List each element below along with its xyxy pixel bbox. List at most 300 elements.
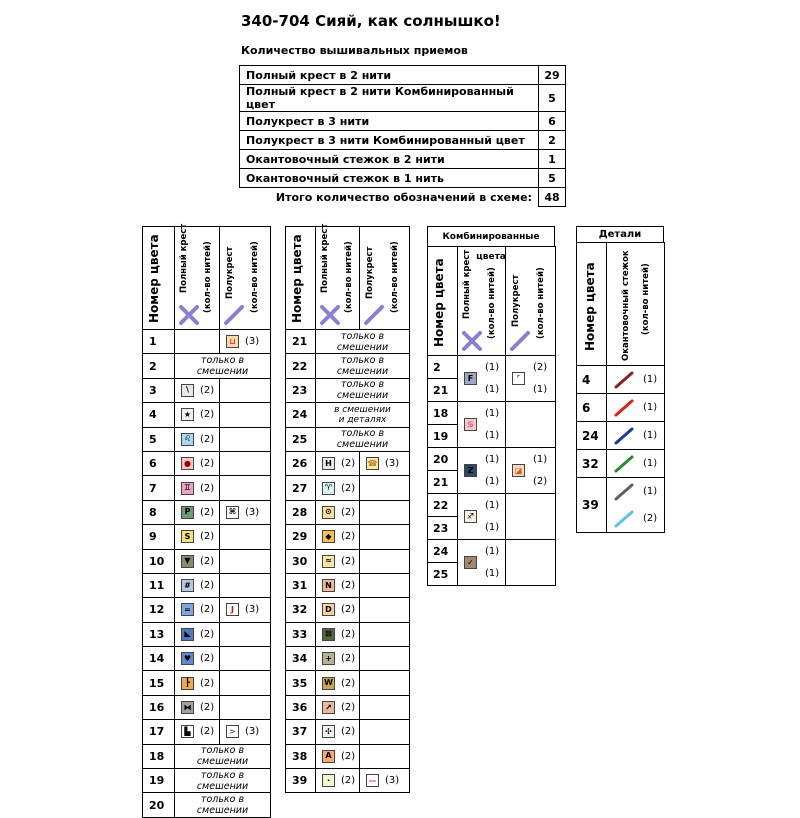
color-number: 16	[143, 695, 175, 719]
summary-count: 5	[539, 85, 566, 112]
color-number: 8	[143, 500, 175, 524]
stitch-summary-table	[239, 65, 566, 207]
thread-count: (2)	[533, 362, 548, 373]
stitch-cell	[458, 448, 506, 494]
stitch-cell	[316, 451, 360, 475]
stitch-symbol: N	[322, 579, 335, 592]
stitch-symbol: \	[181, 384, 194, 397]
summary-label: Полукрест в 3 нити	[240, 112, 539, 131]
thread-count: (1)	[485, 454, 500, 465]
thread-count: (2)	[341, 653, 356, 665]
stitch-cell	[220, 403, 271, 427]
stitch-cell	[360, 622, 410, 646]
thread-count: (2)	[200, 409, 215, 421]
thread-count: (2)	[341, 506, 356, 518]
full-cross-icon	[178, 304, 200, 326]
stitch-symbol: W	[322, 677, 335, 690]
stitch-symbol: ↗	[322, 701, 335, 714]
color-number: 7	[143, 476, 175, 500]
table-row	[428, 356, 556, 379]
stitch-cell	[360, 476, 410, 500]
color-number: 37	[286, 720, 316, 744]
thread-count: (1)	[485, 430, 500, 441]
table-row	[286, 647, 410, 671]
color-number: 25	[428, 563, 458, 586]
color-number: 10	[143, 549, 175, 573]
stitch-cell	[175, 549, 220, 573]
color-number: 23	[286, 378, 316, 402]
color-number: 9	[143, 525, 175, 549]
thread-count: (1)	[643, 430, 658, 441]
full-cross-icon	[461, 330, 483, 352]
summary-count: 29	[539, 66, 566, 85]
thread-count: (1)	[485, 522, 500, 533]
full-cross-header: Полный крест (кол-во нитей)	[458, 247, 506, 356]
stitch-cell	[316, 622, 360, 646]
thread-count: (1)	[485, 568, 500, 579]
table-row	[143, 403, 271, 427]
thread-count: (2)	[643, 513, 658, 524]
thread-count: (1)	[485, 384, 500, 395]
thread-count: (3)	[245, 506, 260, 518]
stitch-symbol: ♈	[322, 482, 335, 495]
color-number: 15	[143, 671, 175, 695]
stitch-cell	[220, 720, 271, 744]
stitch-symbol: ♥	[181, 652, 194, 665]
stitch-symbol: D	[322, 603, 335, 616]
stitch-cell	[360, 744, 410, 768]
summary-label: Полукрест в 3 нити Комбинированный цвет	[240, 131, 539, 150]
stitch-symbol: A	[322, 750, 335, 763]
mix-note: только в смешении	[175, 354, 271, 378]
stitch-symbol: ✣	[322, 725, 335, 738]
stitch-symbol: ♋	[464, 418, 477, 431]
table-row	[286, 744, 410, 768]
color-number: 31	[286, 573, 316, 597]
thread-count: (2)	[341, 555, 356, 567]
table-row	[428, 540, 556, 563]
color-number: 13	[143, 622, 175, 646]
color-number: 4	[143, 403, 175, 427]
stitch-cell	[316, 476, 360, 500]
color-number: 24	[577, 422, 607, 450]
mix-note: только в смешении	[316, 354, 410, 378]
stitch-symbol: H	[322, 457, 335, 470]
color-number-header: Номер цвета	[143, 227, 175, 330]
details-table	[576, 226, 664, 533]
backstitch-cell	[607, 394, 665, 422]
thread-count: (2)	[341, 726, 356, 738]
thread-count: (2)	[341, 580, 356, 592]
thread-count: (2)	[341, 458, 356, 470]
stitch-cell	[316, 598, 360, 622]
color-number-header: Номер цвета	[577, 243, 607, 366]
summary-label: Окантовочный стежок в 1 нить	[240, 169, 539, 188]
stitch-cell	[175, 695, 220, 719]
stitch-cell	[458, 540, 506, 586]
thread-count: (2)	[200, 531, 215, 543]
table-row	[286, 403, 410, 427]
stitch-cell	[175, 573, 220, 597]
summary-row	[240, 150, 566, 169]
stitch-cell	[220, 525, 271, 549]
thread-count: (2)	[200, 653, 215, 665]
page-subtitle: Количество вышивальных приемов	[241, 44, 468, 57]
table-row	[286, 451, 410, 475]
color-number: 3	[143, 378, 175, 402]
stitch-cell	[175, 598, 220, 622]
full-cross-icon	[319, 304, 341, 326]
stitch-symbol: ⧓	[181, 701, 194, 714]
stitch-cell	[360, 598, 410, 622]
color-number: 4	[577, 366, 607, 394]
stitch-cell	[458, 494, 506, 540]
table-row	[143, 573, 271, 597]
stitch-symbol: ┣	[181, 677, 194, 690]
summary-row	[240, 169, 566, 188]
stitch-symbol: ◣	[181, 628, 194, 641]
table-row	[143, 476, 271, 500]
color-number: 21	[428, 379, 458, 402]
page-title: 340-704 Сияй, как солнышко!	[241, 12, 501, 30]
stitch-cell	[220, 647, 271, 671]
table-row	[577, 394, 665, 422]
thread-count: (1)	[485, 500, 500, 511]
details-heading: Детали	[576, 226, 664, 242]
backstitch-cell	[607, 366, 665, 394]
stitch-symbol: ★	[181, 408, 194, 421]
table-row	[143, 769, 271, 793]
stitch-cell	[360, 549, 410, 573]
color-number: 28	[286, 500, 316, 524]
thread-count: (3)	[385, 775, 400, 787]
thread-count: (1)	[643, 374, 658, 385]
stitch-cell	[220, 500, 271, 524]
stitch-cell	[175, 451, 220, 475]
stitch-symbol: ⌜	[512, 372, 525, 385]
stitch-cell	[360, 451, 410, 475]
table-row	[286, 695, 410, 719]
table-row	[286, 671, 410, 695]
stitch-cell	[316, 549, 360, 573]
color-number: 18	[143, 744, 175, 768]
color-number: 19	[143, 769, 175, 793]
table-row	[577, 366, 665, 394]
stitch-symbol: S	[181, 530, 194, 543]
stitch-symbol: ♌	[181, 433, 194, 446]
color-number: 27	[286, 476, 316, 500]
stitch-symbol: ✓	[464, 556, 477, 569]
color-number: 25	[286, 427, 316, 451]
thread-count: (1)	[533, 384, 548, 395]
stitch-cell	[175, 476, 220, 500]
thread-count: (2)	[341, 775, 356, 787]
stitch-cell	[360, 769, 410, 793]
summary-total-label: Итого количество обозначений в схеме:	[275, 190, 532, 204]
summary-count: 1	[539, 150, 566, 169]
table-row	[143, 647, 271, 671]
color-number: 32	[286, 598, 316, 622]
color-number: 39	[286, 769, 316, 793]
combined-colors-table	[427, 226, 555, 586]
combined-colors-heading: Комбинированные цвета	[427, 226, 555, 246]
color-number: 39	[577, 478, 607, 533]
stitch-cell	[506, 494, 556, 540]
stitch-symbol: J	[226, 603, 239, 616]
table-row	[286, 427, 410, 451]
table-row	[143, 598, 271, 622]
color-number: 34	[286, 647, 316, 671]
table-row	[143, 525, 271, 549]
table-row	[577, 478, 665, 533]
table-row	[286, 525, 410, 549]
mix-note: только в смешении	[316, 427, 410, 451]
color-number: 30	[286, 549, 316, 573]
color-number: 29	[286, 525, 316, 549]
table-row	[143, 622, 271, 646]
table-row	[577, 422, 665, 450]
thread-count: (1)	[643, 458, 658, 469]
color-number: 24	[428, 540, 458, 563]
color-number: 32	[577, 450, 607, 478]
stitch-cell	[316, 744, 360, 768]
stitch-symbol: ●	[181, 457, 194, 470]
thread-count: (2)	[341, 677, 356, 689]
thread-count: (2)	[200, 628, 215, 640]
stitch-cell	[220, 573, 271, 597]
color-number: 2	[143, 354, 175, 378]
stitch-symbol: —	[366, 774, 379, 787]
stitch-symbol: ⌘	[226, 506, 239, 519]
stitch-symbol: ·	[322, 774, 335, 787]
backstitch-line-icon	[613, 398, 635, 418]
color-number: 20	[428, 448, 458, 471]
backstitch-cell	[607, 422, 665, 450]
summary-total: 48	[539, 188, 566, 207]
color-number-header: Номер цвета	[286, 227, 316, 330]
stitch-symbol: ▼	[181, 555, 194, 568]
summary-label: Полный крест в 2 нити Комбинированный цвет	[240, 85, 539, 112]
color-number: 21	[286, 330, 316, 354]
stitch-cell	[175, 378, 220, 402]
stitch-symbol: ≈	[322, 555, 335, 568]
stitch-cell	[220, 622, 271, 646]
table-row	[286, 330, 410, 354]
backstitch-line-icon	[613, 370, 635, 390]
stitch-symbol: ♊	[181, 482, 194, 495]
stitch-symbol: P	[181, 506, 194, 519]
thread-count: (1)	[485, 546, 500, 557]
thread-count: (2)	[200, 433, 215, 445]
summary-label: Полный крест в 2 нити	[240, 66, 539, 85]
color-number: 36	[286, 695, 316, 719]
stitch-symbol: =	[181, 603, 194, 616]
color-number: 11	[143, 573, 175, 597]
backstitch-cell	[607, 478, 665, 533]
stitch-symbol: ⊠	[322, 628, 335, 641]
table-row	[143, 720, 271, 744]
mix-note: только в смешении	[175, 769, 271, 793]
mix-note: в смешении и деталях	[316, 403, 410, 427]
table-row	[286, 769, 410, 793]
thread-count: (2)	[200, 384, 215, 396]
table-row	[428, 494, 556, 517]
mix-note: только в смешении	[175, 744, 271, 768]
thread-count: (2)	[200, 702, 215, 714]
stitch-symbol: ◪	[512, 464, 525, 477]
table-row	[577, 450, 665, 478]
table-row	[428, 448, 556, 471]
color-number: 24	[286, 403, 316, 427]
thread-count: (3)	[385, 458, 400, 470]
thread-count: (2)	[200, 604, 215, 616]
thread-count: (2)	[341, 604, 356, 616]
backstitch-line-icon	[613, 454, 635, 474]
stitch-cell	[220, 695, 271, 719]
stitch-cell	[360, 647, 410, 671]
thread-count: (3)	[245, 604, 260, 616]
table-row	[143, 744, 271, 768]
thread-count: (1)	[485, 362, 500, 373]
key-table-2	[285, 223, 410, 793]
thread-count: (2)	[200, 555, 215, 567]
mix-note: только в смешении	[316, 378, 410, 402]
table-row	[143, 378, 271, 402]
color-number: 5	[143, 427, 175, 451]
thread-count: (1)	[485, 408, 500, 419]
color-number: 35	[286, 671, 316, 695]
summary-row	[240, 131, 566, 150]
stitch-cell	[316, 525, 360, 549]
color-number: 22	[428, 494, 458, 517]
stitch-cell	[220, 378, 271, 402]
color-number: 26	[286, 451, 316, 475]
full-cross-header: Полный крест (кол-во нитей)	[316, 227, 360, 330]
stitch-cell	[175, 427, 220, 451]
stitch-cell	[175, 525, 220, 549]
stitch-cell	[506, 448, 556, 494]
stitch-cell	[175, 647, 220, 671]
table-row	[286, 500, 410, 524]
full-cross-header: Полный крест (кол-во нитей)	[175, 227, 220, 330]
stitch-cell	[506, 540, 556, 586]
stitch-symbol: ⊙	[322, 506, 335, 519]
table-row	[143, 695, 271, 719]
table-row	[286, 598, 410, 622]
thread-count: (2)	[200, 458, 215, 470]
summary-count: 5	[539, 169, 566, 188]
stitch-symbol: #	[181, 579, 194, 592]
stitch-symbol: >	[226, 725, 239, 738]
backstitch-line-icon	[613, 426, 635, 446]
table-row	[286, 476, 410, 500]
stitch-cell	[360, 525, 410, 549]
thread-count: (2)	[200, 482, 215, 494]
thread-count: (1)	[533, 454, 548, 465]
table-row	[143, 330, 271, 354]
key-table-1	[142, 223, 271, 818]
color-number: 2	[428, 356, 458, 379]
table-row	[286, 622, 410, 646]
summary-total-row	[240, 188, 566, 207]
summary-row	[240, 66, 566, 85]
color-number: 33	[286, 622, 316, 646]
summary-row	[240, 112, 566, 131]
half-cross-header: Полукрест (кол-во нитей)	[220, 227, 271, 330]
thread-count: (2)	[200, 726, 215, 738]
half-cross-icon	[223, 304, 245, 326]
stitch-symbol: ☎	[366, 457, 379, 470]
table-row	[286, 354, 410, 378]
half-cross-header: Полукрест (кол-во нитей)	[360, 227, 410, 330]
stitch-symbol: +	[322, 652, 335, 665]
table-row	[143, 451, 271, 475]
stitch-symbol: ◆	[322, 530, 335, 543]
thread-count: (2)	[533, 476, 548, 487]
color-number: 1	[143, 330, 175, 354]
color-number: 6	[577, 394, 607, 422]
thread-count: (2)	[341, 628, 356, 640]
table-row	[143, 427, 271, 451]
stitch-cell	[220, 598, 271, 622]
thread-count: (2)	[200, 580, 215, 592]
stitch-cell	[360, 695, 410, 719]
color-number: 18	[428, 402, 458, 425]
stitch-cell	[458, 402, 506, 448]
thread-count: (2)	[200, 506, 215, 518]
stitch-cell	[220, 451, 271, 475]
backstitch-header: Окантовочный стежок (кол-во нитей)	[607, 243, 665, 366]
table-row	[143, 500, 271, 524]
stitch-cell	[175, 330, 220, 354]
thread-count: (1)	[643, 486, 658, 497]
stitch-cell	[220, 427, 271, 451]
stitch-symbol: Z	[464, 464, 477, 477]
half-cross-header: Полукрест (кол-во нитей)	[506, 247, 556, 356]
stitch-cell	[175, 500, 220, 524]
stitch-cell	[506, 402, 556, 448]
table-row	[286, 720, 410, 744]
color-number: 22	[286, 354, 316, 378]
table-row	[286, 549, 410, 573]
color-number: 12	[143, 598, 175, 622]
thread-count: (3)	[245, 726, 260, 738]
thread-count: (3)	[245, 336, 260, 348]
stitch-symbol: ♐	[464, 510, 477, 523]
stitch-cell	[458, 356, 506, 402]
color-number: 6	[143, 451, 175, 475]
color-number: 14	[143, 647, 175, 671]
summary-row	[240, 85, 566, 112]
stitch-cell	[360, 671, 410, 695]
stitch-symbol: ⊔	[226, 335, 239, 348]
color-number: 20	[143, 793, 175, 817]
table-row	[143, 549, 271, 573]
stitch-cell	[220, 549, 271, 573]
color-number: 23	[428, 517, 458, 540]
summary-label: Окантовочный стежок в 2 нити	[240, 150, 539, 169]
stitch-cell	[220, 330, 271, 354]
thread-count: (2)	[200, 677, 215, 689]
half-cross-icon	[509, 330, 531, 352]
table-row	[143, 354, 271, 378]
mix-note: только в смешении	[175, 793, 271, 817]
table-row	[143, 793, 271, 817]
summary-count: 2	[539, 131, 566, 150]
stitch-cell	[316, 720, 360, 744]
stitch-cell	[175, 622, 220, 646]
half-cross-icon	[363, 304, 385, 326]
